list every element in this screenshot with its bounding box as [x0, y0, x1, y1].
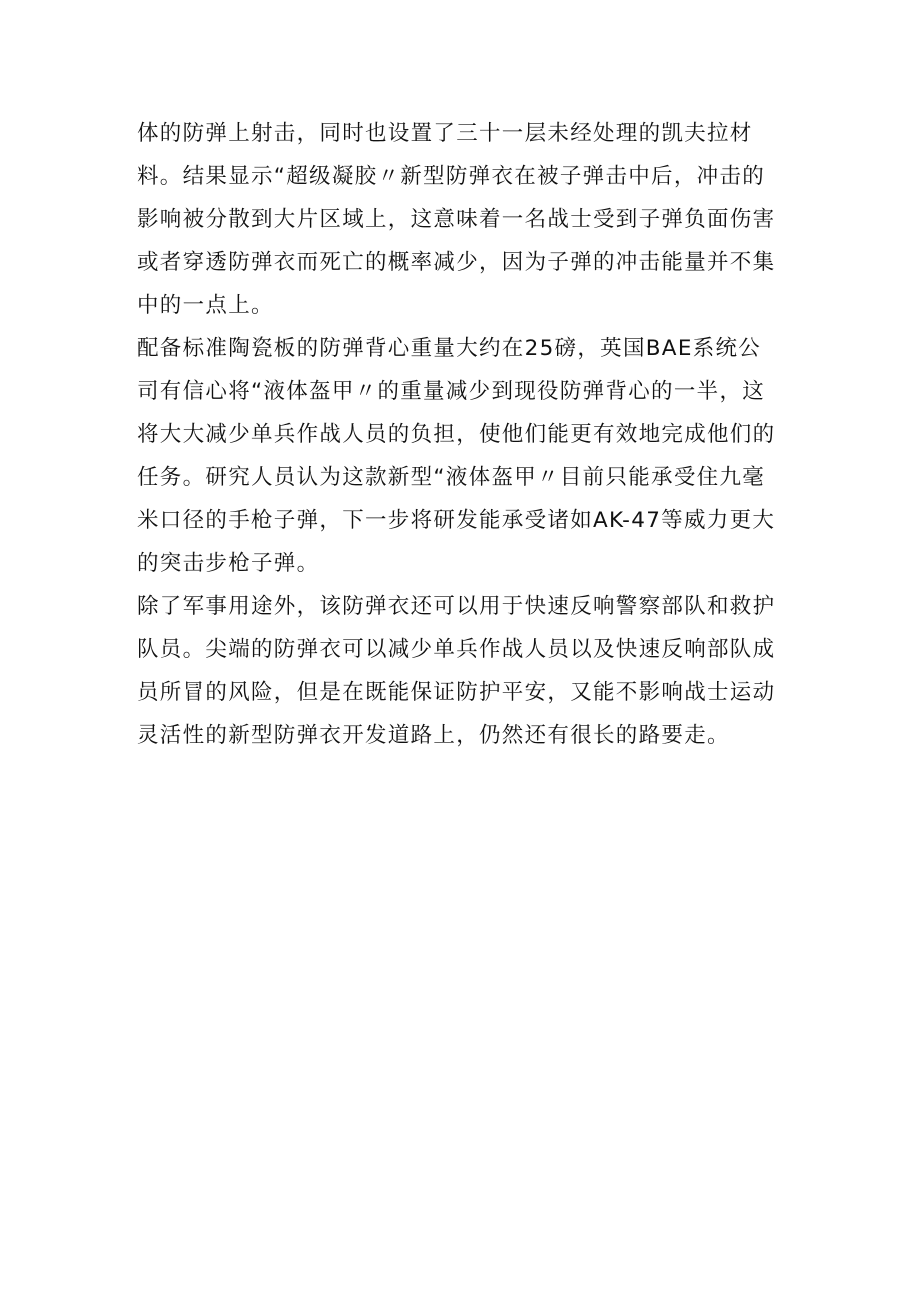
- text-line: 的突击步枪子弹。: [137, 551, 320, 576]
- text-line: 体的防弹上射击，同时也设置了三十一层未经处理的凯夫拉材: [137, 121, 753, 146]
- document-body: [137, 112, 797, 757]
- text-line: 灵活性的新型防弹衣开发道路上，仍然还有很长的路要走。: [137, 723, 730, 748]
- text-line: 料。结果显示“超级凝胶〃新型防弹衣在被子弹击中后，冲击的: [137, 164, 766, 189]
- text-line: 影响被分散到大片区域上，这意味着一名战士受到子弹负面伤害: [137, 207, 776, 232]
- text-line: 任务。研究人员认为这款新型“液体盔甲〃目前只能承受住九毫: [137, 465, 766, 490]
- text-line: 配备标准陶瓷板的防弹背心重量大约在25磅，英国BAE系统公: [137, 336, 762, 361]
- text-line: 将大大减少单兵作战人员的负担，使他们能更有效地完成他们的: [137, 422, 776, 447]
- paragraph-2: [137, 327, 797, 585]
- paragraph-3: [137, 585, 797, 757]
- text-line: 除了军事用途外，该防弹衣还可以用于快速反响警察部队和救护: [137, 594, 776, 619]
- text-line: 员所冒的风险，但是在既能保证防护平安，又能不影响战士运动: [137, 680, 776, 705]
- text-line: 队员。尖端的防弹衣可以减少单兵作战人员以及快速反响部队成: [137, 637, 776, 662]
- text-line: 米口径的手枪子弹，下一步将研发能承受诸如AK-47等威力更大: [137, 508, 776, 533]
- text-line: 司有信心将“液体盔甲〃的重量减少到现役防弹背心的一半，这: [137, 379, 766, 404]
- text-line: 或者穿透防弹衣而死亡的概率减少，因为子弹的冲击能量并不集: [137, 250, 776, 275]
- paragraph-1: [137, 112, 797, 327]
- text-line: 中的一点上。: [137, 293, 274, 318]
